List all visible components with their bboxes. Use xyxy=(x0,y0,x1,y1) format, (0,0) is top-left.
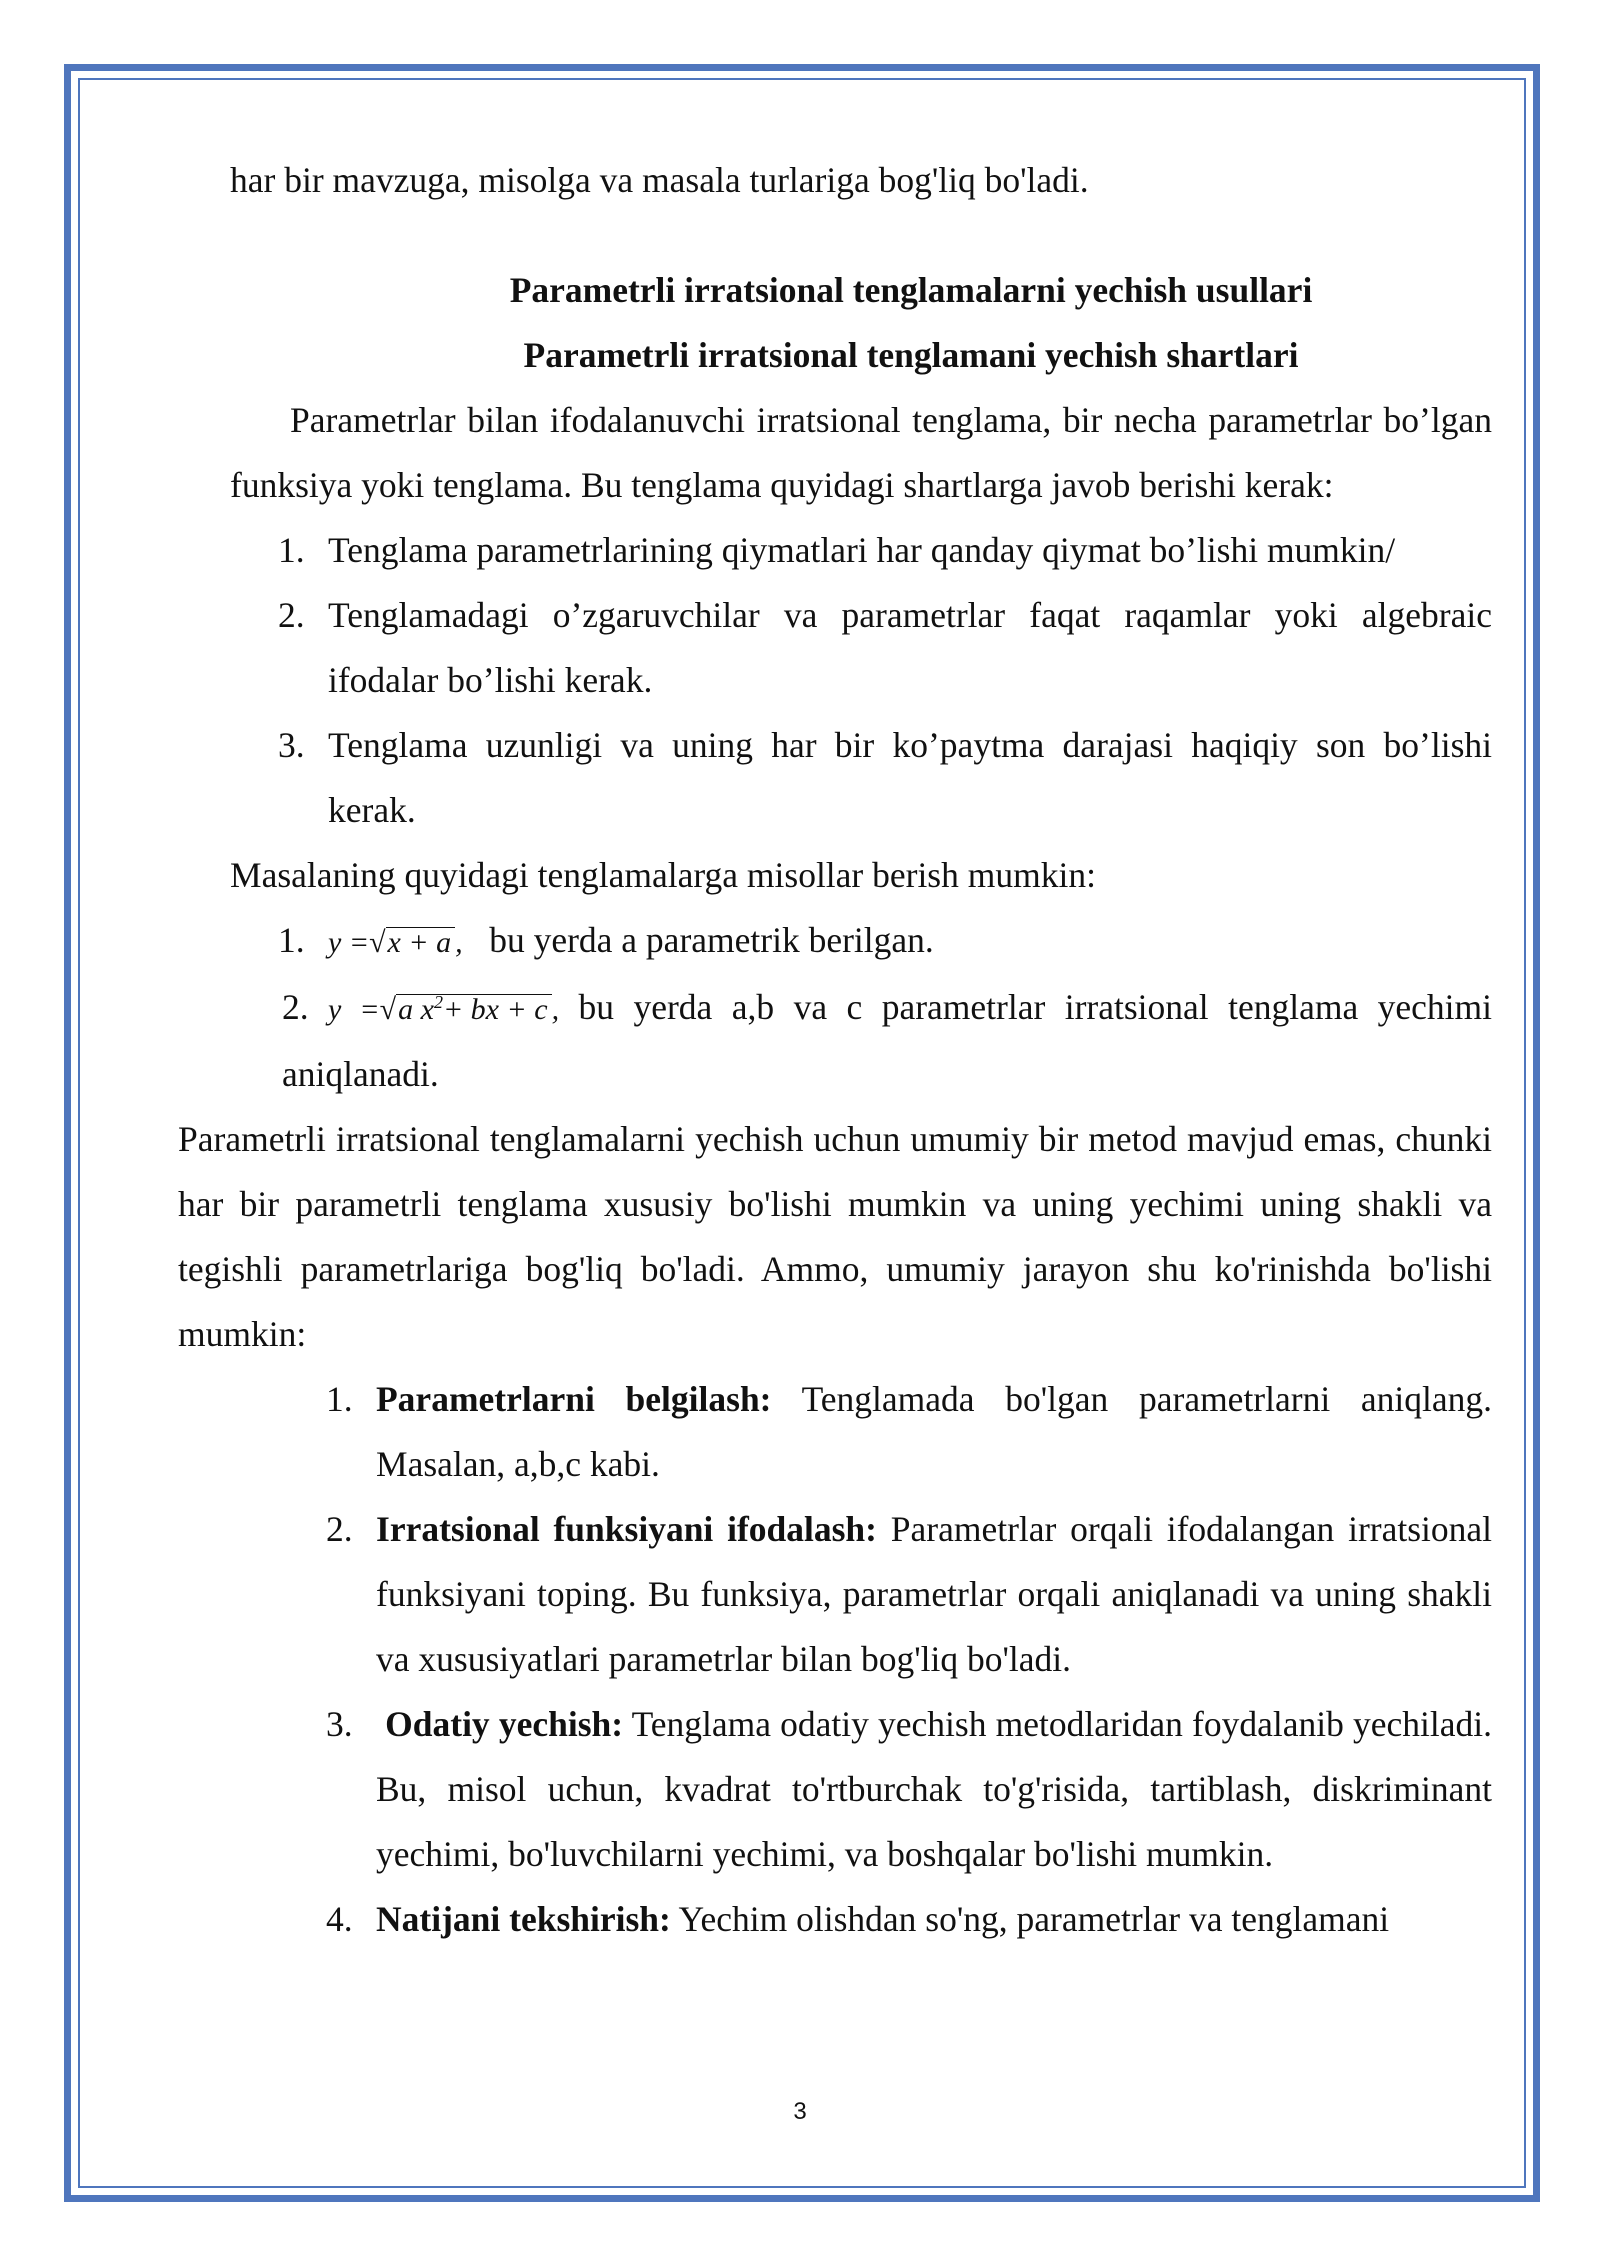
section-heading: Parametrli irratsional tenglamalarni yechish usullari xyxy=(509,270,1313,310)
intro-line: har bir mavzuga, misolga va masala turlariga bog'liq bo'ladi. xyxy=(230,160,1089,200)
step-title: Parametrlarni belgilash: xyxy=(376,1379,772,1419)
page-content xyxy=(178,148,1493,1952)
list-number: 2. xyxy=(278,595,305,635)
list-item xyxy=(230,1367,1492,1497)
sqrt-icon: √ xyxy=(379,993,397,1026)
examples-intro: Masalaning quyidagi tenglamalarga misollar berish mumkin: xyxy=(230,855,1096,895)
steps-list xyxy=(230,1367,1492,1952)
conditions-list xyxy=(230,518,1492,843)
list-number: 1. xyxy=(278,920,305,960)
radicand-part: a x xyxy=(398,993,434,1026)
formula-tail: , xyxy=(551,993,560,1026)
list-text: Tenglama uzunligi va uning har bir ko’paytma darajasi haqiqiy son bo’lishi kerak. xyxy=(328,725,1492,830)
list-number: 3. xyxy=(278,725,305,765)
list-item xyxy=(230,1887,1492,1952)
list-number: 2. xyxy=(326,1509,353,1549)
example-text: bu yerda a,b va c parametrlar irratsional tenglama yechimi aniqlanadi. xyxy=(282,987,1493,1094)
formula xyxy=(328,926,463,959)
step-text: Parametrlar orqali ifodalangan irratsional funksiyani toping. Bu funksiya, parametrlar orqali aniqlanadi va uning shakli va xususiyatlari parametrlar bilan bog'liq bo'ladi. xyxy=(376,1509,1493,1679)
list-number: 1. xyxy=(278,530,305,570)
sqrt-icon: √ xyxy=(369,926,386,959)
radicand-part: + bx + c xyxy=(442,993,548,1026)
formula-tail: , xyxy=(455,926,463,959)
formula-exponent: 2 xyxy=(433,992,443,1012)
step-title: Natijani tekshirish: xyxy=(376,1899,671,1939)
paragraph-definition: Parametrlar bilan ifodalanuvchi irratsional tenglama, bir necha parametrlar bo’lgan funksiya yoki tenglama. Bu tenglama quyidagi shartlarga javob berishi kerak: xyxy=(230,400,1492,505)
list-item xyxy=(230,518,1492,583)
step-text: Yechim olishdan so'ng, parametrlar va tenglamani xyxy=(678,1899,1390,1939)
paragraph-method: Parametrli irratsional tenglamalarni yechish uchun umumiy bir metod mavjud emas, chunki har bir parametrli tenglama xususiy bo'lishi mumkin va uning yechimi uning shakli va tegishli parametrlariga bog'liq bo'ladi. Ammo, umumiy jarayon shu ko'rinishda bo'lishi mumkin: xyxy=(178,1119,1492,1354)
formula-radicand xyxy=(396,994,551,1025)
list-number: 3. xyxy=(326,1704,353,1744)
formula-radicand: x + a xyxy=(386,927,456,958)
step-title: Odatiy yechish: xyxy=(385,1704,624,1744)
step-text: Tenglamada bo'lgan parametrlarni aniqlang. Masalan, a,b,c kabi. xyxy=(376,1379,1493,1484)
subsection-heading: Parametrli irratsional tenglamani yechish shartlari xyxy=(523,335,1299,375)
list-number: 4. xyxy=(326,1899,353,1939)
list-number: 2. xyxy=(282,987,309,1027)
formula-lhs: y = xyxy=(328,926,370,959)
formula xyxy=(328,993,559,1026)
list-number: 1. xyxy=(326,1379,353,1419)
page-number: 3 xyxy=(793,2098,807,2125)
list-item xyxy=(230,713,1492,843)
example-item xyxy=(230,908,1492,975)
list-item xyxy=(230,1692,1492,1887)
example-item xyxy=(230,975,1492,1107)
formula-lhs: y = xyxy=(328,993,380,1026)
list-item xyxy=(230,583,1492,713)
step-text: Tenglama odatiy yechish metodlaridan foydalanib yechiladi. Bu, misol uchun, kvadrat to'rtburchak to'g'risida, tartiblash, diskriminant yechimi, bo'luvchilarni yechimi, va boshqalar bo'lishi mumkin. xyxy=(376,1704,1492,1874)
list-text: Tenglama parametrlarining qiymatlari har qanday qiymat bo’lishi mumkin/ xyxy=(328,530,1396,570)
example-text: bu yerda a parametrik berilgan. xyxy=(489,920,934,960)
list-item xyxy=(230,1497,1492,1692)
list-text: Tenglamadagi o’zgaruvchilar va parametrlar faqat raqamlar yoki algebraic ifodalar bo’lishi kerak. xyxy=(328,595,1492,700)
step-title: Irratsional funksiyani ifodalash: xyxy=(376,1509,878,1549)
